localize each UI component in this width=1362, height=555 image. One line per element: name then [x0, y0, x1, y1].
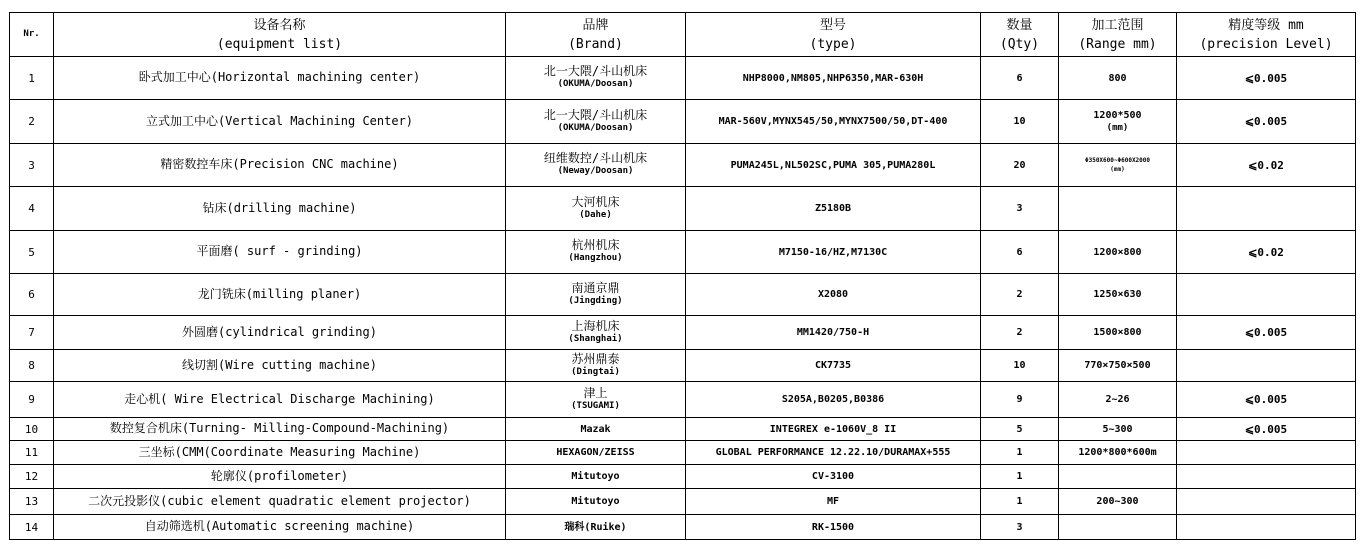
header-brand-en: (Brand)	[568, 36, 623, 52]
qty-cell: 20	[981, 144, 1059, 187]
precision-cell	[1177, 441, 1356, 465]
brand-sub: (TSUGAMI)	[571, 400, 620, 411]
range-cell	[1059, 144, 1177, 187]
range-value: 2~26	[1105, 394, 1130, 405]
header-brand	[506, 13, 686, 57]
brand-name: 瑞科(Ruike)	[564, 521, 627, 533]
brand-cell	[506, 57, 686, 100]
brand-cell	[506, 274, 686, 316]
brand-name: 纽维数控/斗山机床	[543, 151, 648, 165]
table-row	[10, 418, 1356, 441]
row-number: 7	[10, 316, 54, 350]
brand-cell	[506, 489, 686, 515]
range-unit: (mm)	[1106, 122, 1129, 133]
qty-cell: 6	[981, 231, 1059, 274]
range-cell	[1059, 231, 1177, 274]
header-range-cn: 加工范围	[1091, 17, 1144, 33]
table-row	[10, 231, 1356, 274]
row-number: 14	[10, 515, 54, 540]
equipment-name-text: 数控复合机床(Turning- Milling-Compound-Machining)	[109, 421, 450, 435]
brand-sub: (Jingding)	[568, 295, 623, 306]
range-value: 1200*500	[1093, 109, 1142, 121]
row-number: 13	[10, 489, 54, 515]
qty-cell: 1	[981, 489, 1059, 515]
equipment-name	[54, 418, 506, 441]
header-qty-en: (Qty)	[999, 36, 1040, 52]
row-number: 5	[10, 231, 54, 274]
equipment-name	[54, 57, 506, 100]
precision-cell	[1177, 489, 1356, 515]
equipment-name	[54, 515, 506, 540]
precision-cell	[1177, 350, 1356, 382]
qty-cell: 5	[981, 418, 1059, 441]
brand-name: 上海机床	[571, 318, 620, 333]
type-cell: GLOBAL PERFORMANCE 12.22.10/DURAMAX+555	[686, 441, 981, 465]
table-row	[10, 465, 1356, 489]
header-name-en: (equipment list)	[216, 36, 343, 52]
precision-cell: ⩽0.02	[1177, 144, 1356, 187]
equipment-name	[54, 274, 506, 316]
range-cell	[1059, 441, 1177, 465]
equipment-name-text: 卧式加工中心(Horizontal machining center)	[138, 70, 421, 84]
type-cell: Z5180B	[686, 187, 981, 231]
row-number: 11	[10, 441, 54, 465]
header-qty-cn: 数量	[1006, 17, 1033, 33]
table-row	[10, 187, 1356, 231]
type-cell: X2080	[686, 274, 981, 316]
equipment-name-text: 立式加工中心(Vertical Machining Center)	[145, 113, 414, 128]
range-value: 1200*800*600m	[1078, 447, 1157, 458]
equipment-table	[9, 12, 1356, 540]
precision-cell: ⩽0.005	[1177, 316, 1356, 350]
table-row	[10, 350, 1356, 382]
brand-cell	[506, 441, 686, 465]
type-cell: MAR-560V,MYNX545/50,MYNX7500/50,DT-400	[686, 100, 981, 144]
range-cell	[1059, 57, 1177, 100]
brand-name: 北一大隈/斗山机床	[543, 64, 648, 78]
range-value: 1250×630	[1093, 289, 1142, 300]
brand-sub: (Shanghai)	[568, 333, 623, 344]
equipment-name	[54, 231, 506, 274]
header-brand-cn: 品牌	[582, 17, 609, 33]
type-cell: PUMA245L,NL502SC,PUMA 305,PUMA280L	[686, 144, 981, 187]
range-cell	[1059, 100, 1177, 144]
qty-cell: 3	[981, 187, 1059, 231]
qty-cell: 9	[981, 382, 1059, 418]
range-value: 200~300	[1096, 496, 1139, 507]
range-cell	[1059, 350, 1177, 382]
equipment-name-text: 精密数控车床(Precision CNC machine)	[160, 157, 399, 171]
equipment-name-text: 三坐标(CMM(Coordinate Measuring Machine)	[138, 444, 421, 459]
equipment-name	[54, 100, 506, 144]
row-number: 2	[10, 100, 54, 144]
header-row	[10, 13, 1356, 57]
brand-cell	[506, 100, 686, 144]
range-value: Φ350X600~Φ600X2000	[1084, 157, 1151, 164]
brand-cell	[506, 187, 686, 231]
precision-cell: ⩽0.005	[1177, 57, 1356, 100]
brand-cell	[506, 515, 686, 540]
brand-cell	[506, 350, 686, 382]
qty-cell: 10	[981, 100, 1059, 144]
precision-cell: ⩽0.005	[1177, 418, 1356, 441]
equipment-name-text: 龙门铣床(milling planer)	[197, 286, 362, 301]
header-precision-en: (precision Level)	[1199, 36, 1333, 52]
equipment-name	[54, 441, 506, 465]
range-value: 1500×800	[1093, 327, 1142, 338]
equipment-name-text: 钻床(drilling machine)	[202, 200, 357, 215]
equipment-name	[54, 465, 506, 489]
type-cell: NHP8000,NM805,NHP6350,MAR-630H	[686, 57, 981, 100]
row-number: 9	[10, 382, 54, 418]
qty-cell: 3	[981, 515, 1059, 540]
brand-sub: (Neway/Doosan)	[557, 166, 634, 176]
type-cell: CV-3100	[686, 465, 981, 489]
brand-name: 南通京鼎	[571, 280, 620, 295]
header-range-en: (Range mm)	[1078, 36, 1157, 52]
qty-cell: 10	[981, 350, 1059, 382]
brand-name: Mazak	[580, 423, 611, 435]
table-row	[10, 100, 1356, 144]
brand-name: 苏州鼎泰	[571, 351, 620, 366]
header-type-cn: 型号	[819, 17, 846, 33]
header-precision-cn: 精度等级 mm	[1228, 17, 1304, 33]
equipment-name	[54, 382, 506, 418]
type-cell: CK7735	[686, 350, 981, 382]
header-qty	[981, 13, 1059, 57]
row-number: 6	[10, 274, 54, 316]
range-cell	[1059, 515, 1177, 540]
qty-cell: 2	[981, 316, 1059, 350]
header-nr: Nr.	[10, 13, 54, 57]
brand-cell	[506, 465, 686, 489]
equipment-name	[54, 350, 506, 382]
range-cell	[1059, 418, 1177, 441]
precision-cell: ⩽0.005	[1177, 100, 1356, 144]
brand-cell	[506, 144, 686, 187]
header-type-en: (type)	[809, 36, 857, 52]
equipment-name	[54, 489, 506, 515]
range-cell	[1059, 316, 1177, 350]
qty-cell: 1	[981, 441, 1059, 465]
equipment-name-text: 二次元投影仪(cubic element quadratic element projector)	[88, 493, 471, 508]
table-row	[10, 316, 1356, 350]
precision-cell	[1177, 465, 1356, 489]
brand-sub: (OKUMA/Doosan)	[557, 122, 634, 133]
brand-sub: (Dahe)	[579, 209, 612, 220]
precision-cell	[1177, 187, 1356, 231]
type-cell: S205A,B0205,B0386	[686, 382, 981, 418]
qty-cell: 6	[981, 57, 1059, 100]
brand-cell	[506, 418, 686, 441]
table-row	[10, 57, 1356, 100]
row-number: 4	[10, 187, 54, 231]
range-cell	[1059, 489, 1177, 515]
precision-cell: ⩽0.02	[1177, 231, 1356, 274]
header-equipment-name	[54, 13, 506, 57]
equipment-name	[54, 144, 506, 187]
type-cell: MM1420/750-H	[686, 316, 981, 350]
brand-name: 津上	[583, 385, 608, 400]
header-range	[1059, 13, 1177, 57]
brand-cell	[506, 316, 686, 350]
table-row	[10, 441, 1356, 465]
type-cell: M7150-16/HZ,M7130C	[686, 231, 981, 274]
row-number: 3	[10, 144, 54, 187]
brand-name: HEXAGON/ZEISS	[556, 447, 635, 458]
range-cell	[1059, 382, 1177, 418]
type-cell: MF	[686, 489, 981, 515]
range-cell	[1059, 465, 1177, 489]
header-name-cn: 设备名称	[253, 17, 306, 33]
precision-cell: ⩽0.005	[1177, 382, 1356, 418]
qty-cell: 2	[981, 274, 1059, 316]
range-cell	[1059, 274, 1177, 316]
brand-name: Mitutoyo	[571, 496, 620, 507]
equipment-name-text: 自动筛选机(Automatic screening machine)	[144, 519, 415, 533]
equipment-name-text: 平面磨( surf - grinding)	[196, 244, 363, 258]
range-value: 5~300	[1102, 423, 1133, 435]
type-cell: RK-1500	[686, 515, 981, 540]
brand-name: 北一大隈/斗山机床	[543, 107, 648, 122]
range-unit: (mm)	[1110, 166, 1125, 173]
table-row	[10, 515, 1356, 540]
type-cell: INTEGREX e-1060V_8 II	[686, 418, 981, 441]
brand-name: 大河机床	[571, 194, 620, 209]
brand-cell	[506, 231, 686, 274]
equipment-name	[54, 316, 506, 350]
equipment-name	[54, 187, 506, 231]
equipment-name-text: 轮廓仪(profilometer)	[210, 468, 349, 483]
row-number: 8	[10, 350, 54, 382]
equipment-name-text: 线切割(Wire cutting machine)	[182, 357, 377, 372]
brand-sub: (Dingtai)	[571, 366, 620, 377]
row-number: 12	[10, 465, 54, 489]
row-number: 1	[10, 57, 54, 100]
table-row	[10, 144, 1356, 187]
brand-name: Mitutoyo	[571, 471, 620, 482]
precision-cell	[1177, 274, 1356, 316]
equipment-name-text: 外圆磨(cylindrical grinding)	[182, 324, 377, 339]
header-precision	[1177, 13, 1356, 57]
brand-sub: (Hangzhou)	[568, 253, 623, 263]
range-cell	[1059, 187, 1177, 231]
brand-name: 杭州机床	[571, 238, 620, 252]
table-row	[10, 274, 1356, 316]
qty-cell: 1	[981, 465, 1059, 489]
row-number: 10	[10, 418, 54, 441]
table-row	[10, 489, 1356, 515]
table-row	[10, 382, 1356, 418]
equipment-name-text: 走心机( Wire Electrical Discharge Machining)	[124, 391, 435, 406]
range-value: 1200×800	[1093, 246, 1142, 258]
brand-cell	[506, 382, 686, 418]
range-value: 770×750×500	[1084, 360, 1151, 371]
brand-sub: (OKUMA/Doosan)	[557, 79, 634, 89]
precision-cell	[1177, 515, 1356, 540]
header-type	[686, 13, 981, 57]
range-value: 800	[1108, 72, 1127, 84]
